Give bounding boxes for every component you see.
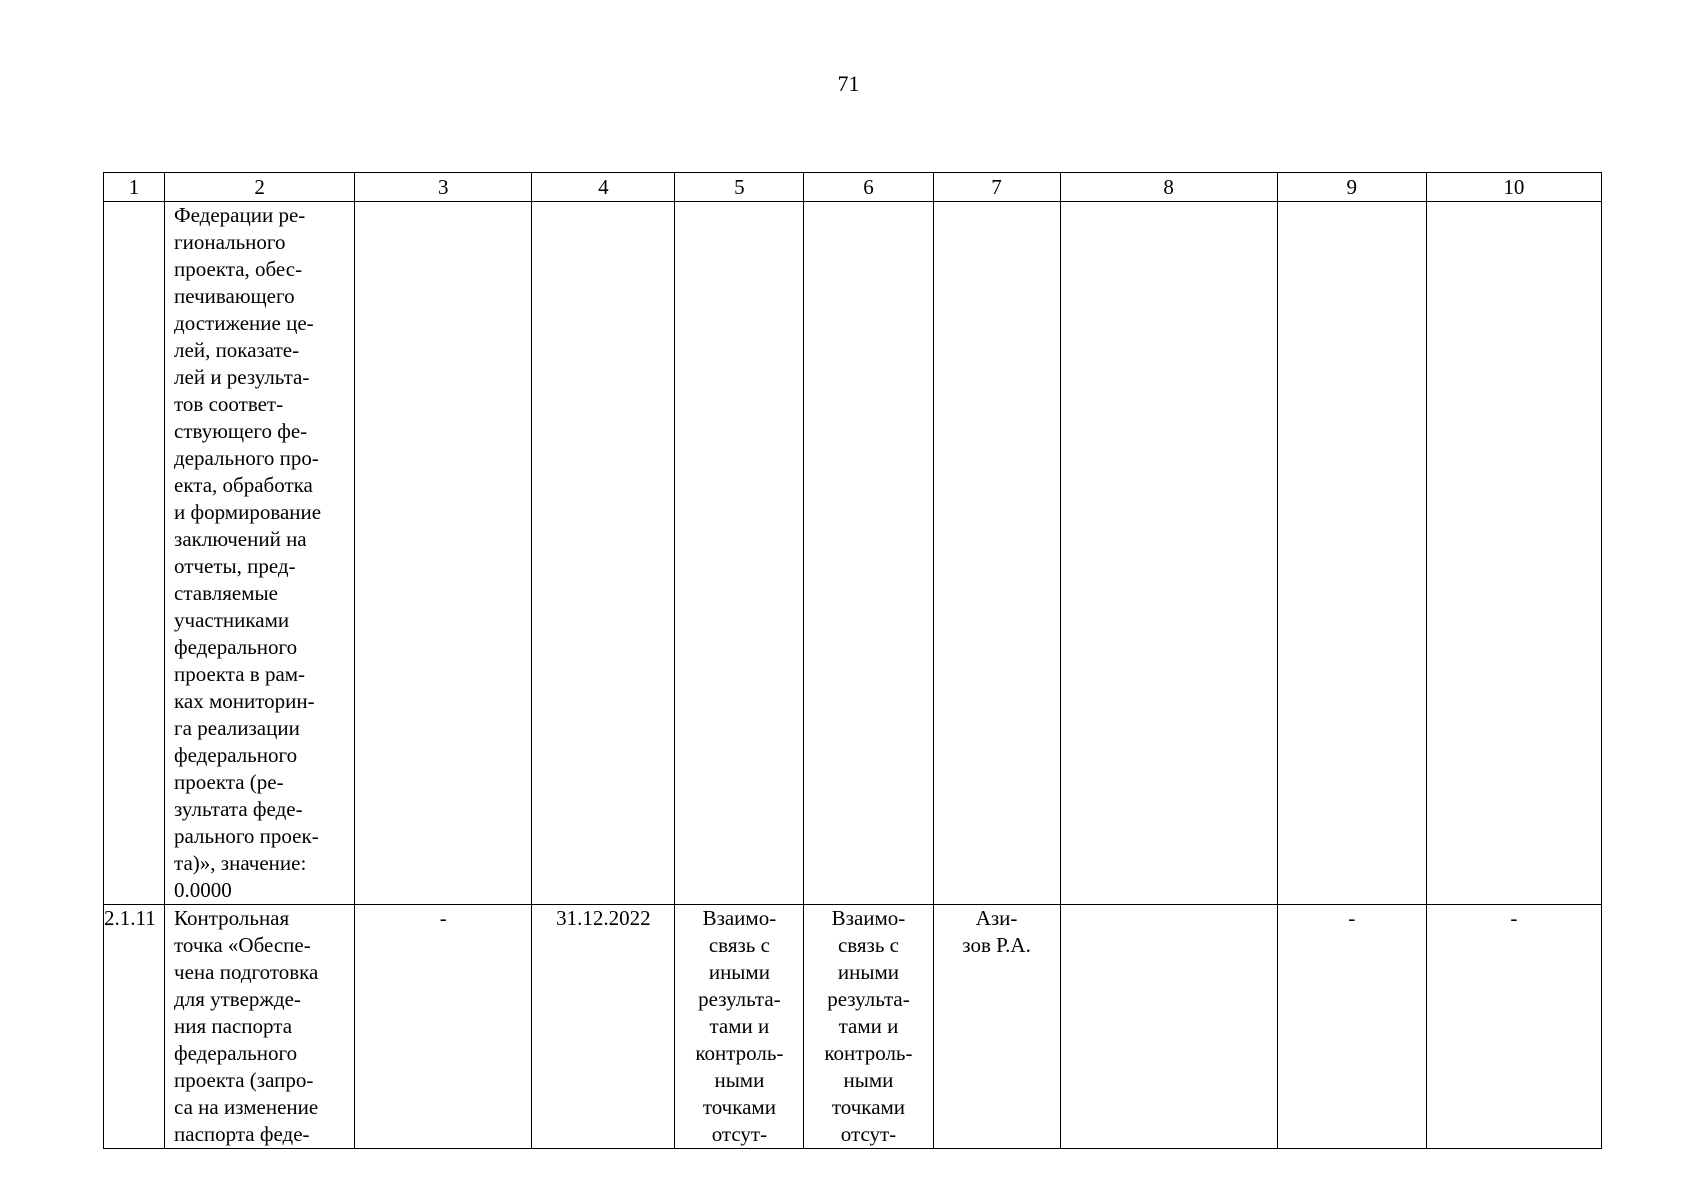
- description-text: [165, 905, 354, 1148]
- header-row: [104, 173, 1602, 202]
- text-line: связь с: [708, 933, 770, 957]
- row-number-cell: 2.1.11: [104, 905, 165, 1149]
- header-cell-10: 10: [1426, 173, 1601, 202]
- text-line: контроль-: [695, 1041, 784, 1065]
- row-number-cell: [104, 202, 165, 905]
- cell-col3: -: [355, 905, 532, 1149]
- text-line: отчеты, пред-: [174, 554, 296, 578]
- cell-col8: [1060, 202, 1277, 905]
- text-line: га реализации: [174, 716, 300, 740]
- description-text: [165, 202, 354, 904]
- text-line: Взаимо-: [831, 906, 906, 930]
- text-line: ставляемые: [174, 581, 278, 605]
- text-line: та)», значение:: [174, 851, 307, 875]
- document-table: [103, 172, 1602, 1149]
- text-line: проекта (запро-: [174, 1068, 314, 1092]
- header-cell-8: 8: [1060, 173, 1277, 202]
- table-row-continuation: [104, 202, 1602, 905]
- relation-text-5: [675, 905, 803, 1148]
- cell-col10: [1426, 202, 1601, 905]
- text-line: отсут-: [711, 1122, 768, 1146]
- header-cell-7: 7: [933, 173, 1060, 202]
- header-cell-4: 4: [532, 173, 675, 202]
- cell-col8: [1060, 905, 1277, 1149]
- page-number: 71: [837, 71, 860, 96]
- text-line: екта, обработка: [174, 473, 313, 497]
- text-line: проекта в рам-: [174, 662, 306, 686]
- header-cell-9: 9: [1277, 173, 1426, 202]
- text-line: для утвержде-: [174, 987, 301, 1011]
- text-line: дерального про-: [174, 446, 319, 470]
- text-line: достижение це-: [174, 311, 314, 335]
- text-line: иными: [708, 960, 770, 984]
- text-line: и формирование: [174, 500, 322, 524]
- text-line: ках мониторин-: [174, 689, 315, 713]
- text-line: тами и: [709, 1014, 770, 1038]
- text-line: зультата феде-: [174, 797, 303, 821]
- text-line: лей, показате-: [174, 338, 300, 362]
- header-cell-6: 6: [804, 173, 933, 202]
- cell-col3: [355, 202, 532, 905]
- relation-cell-5: [675, 905, 804, 1149]
- responsible-text: [934, 905, 1060, 959]
- text-line: рального проек-: [174, 824, 319, 848]
- text-line: са на изменение: [174, 1095, 319, 1119]
- text-line: иными: [837, 960, 900, 984]
- text-line: контроль-: [824, 1041, 913, 1065]
- text-line: чена подготовка: [174, 960, 319, 984]
- text-line: Взаимо-: [702, 906, 777, 930]
- text-line: отсут-: [840, 1122, 897, 1146]
- text-line: федерального: [174, 743, 298, 767]
- text-line: тов соответ-: [174, 392, 284, 416]
- text-line: заключений на: [174, 527, 307, 551]
- text-line: ными: [714, 1068, 765, 1092]
- relation-text-6: [804, 905, 932, 1148]
- text-line: результа-: [827, 987, 910, 1011]
- text-line: гионального: [174, 230, 286, 254]
- header-cell-2: 2: [165, 173, 355, 202]
- text-line: результа-: [698, 987, 781, 1011]
- text-line: федерального: [174, 635, 298, 659]
- text-line: паспорта феде-: [174, 1122, 310, 1146]
- relation-cell-6: [804, 905, 933, 1149]
- text-line: точками: [702, 1095, 776, 1119]
- text-line: 0.0000: [174, 878, 232, 902]
- table-row-2-1-11: [104, 905, 1602, 1149]
- text-line: ными: [843, 1068, 894, 1092]
- text-line: Федерации ре-: [174, 203, 306, 227]
- date-cell: 31.12.2022: [532, 905, 675, 1149]
- text-line: проекта (ре-: [174, 770, 284, 794]
- text-line: точка «Обеспе-: [174, 933, 311, 957]
- text-line: федерального: [174, 1041, 298, 1065]
- text-line: Ази-: [975, 906, 1018, 930]
- text-line: тами и: [838, 1014, 899, 1038]
- text-line: участниками: [174, 608, 290, 632]
- text-line: зов Р.А.: [962, 933, 1031, 957]
- header-cell-3: 3: [355, 173, 532, 202]
- text-line: точками: [831, 1095, 906, 1119]
- cell-col5: [675, 202, 804, 905]
- text-line: проекта, обес-: [174, 257, 303, 281]
- header-cell-5: 5: [675, 173, 804, 202]
- text-line: печивающего: [174, 284, 295, 308]
- text-line: связь с: [837, 933, 899, 957]
- cell-col9: -: [1277, 905, 1426, 1149]
- cell-col7: [933, 202, 1060, 905]
- responsible-cell: [933, 905, 1060, 1149]
- description-cell: [165, 202, 355, 905]
- text-line: ния паспорта: [174, 1014, 293, 1038]
- text-line: ствующего фе-: [174, 419, 308, 443]
- cell-col4: [532, 202, 675, 905]
- cell-col9: [1277, 202, 1426, 905]
- text-line: лей и результа-: [174, 365, 310, 389]
- description-cell: [165, 905, 355, 1149]
- text-line: Контрольная: [174, 906, 290, 930]
- header-cell-1: 1: [104, 173, 165, 202]
- cell-col10: -: [1426, 905, 1601, 1149]
- cell-col6: [804, 202, 933, 905]
